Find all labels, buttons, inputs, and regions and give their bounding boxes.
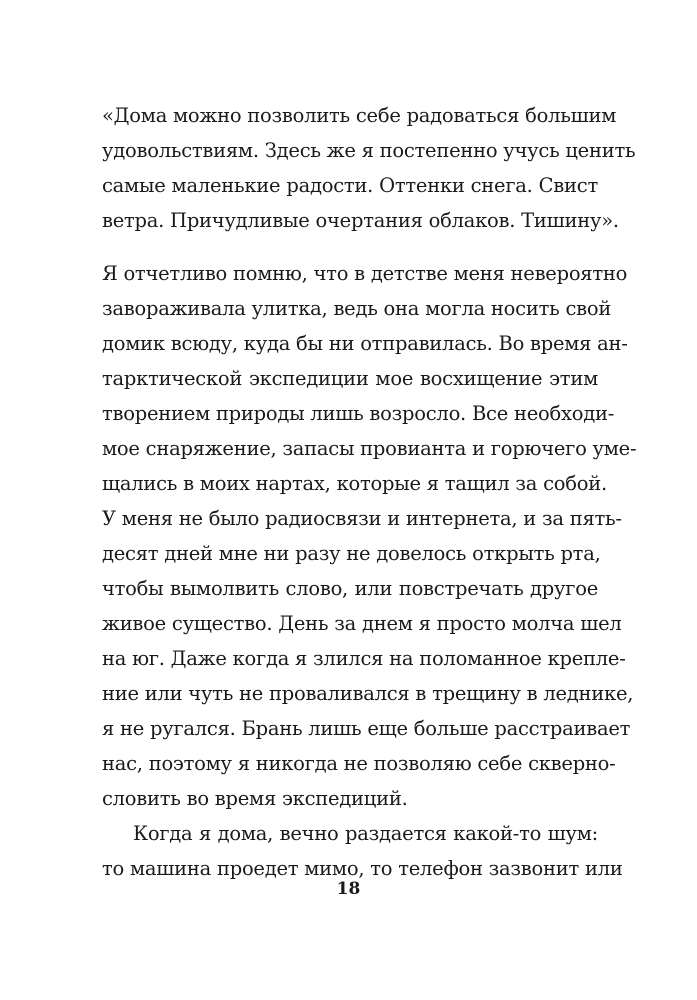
text-line: тарктической экспедиции мое восхищение этим bbox=[102, 367, 598, 390]
text-line: десят дней мне ни разу не довелось открыть рта, bbox=[102, 542, 601, 565]
text-line: словить во время экспедиций. bbox=[102, 787, 408, 810]
text-line: Когда я дома, вечно раздается какой-то шум: bbox=[133, 822, 598, 845]
text-line: творением природы лишь возросло. Все необходи- bbox=[102, 402, 615, 425]
text-line: щались в моих нартах, которые я тащил за собой. bbox=[102, 472, 607, 495]
page-number: 18 bbox=[336, 879, 361, 899]
text-line: ветра. Причудливые очертания облаков. Тишину». bbox=[102, 209, 619, 232]
text-line: ние или чуть не проваливался в трещину в леднике, bbox=[102, 682, 634, 705]
text-line: У меня не было радиосвязи и интернета, и за пять- bbox=[102, 507, 622, 530]
text-line: чтобы вымолвить слово, или повстречать другое bbox=[102, 577, 598, 600]
text-line: на юг. Даже когда я злился на поломанное крепле- bbox=[102, 647, 626, 670]
text-line: Я отчетливо помню, что в детстве меня невероятно bbox=[102, 262, 628, 285]
text-line: то машина проедет мимо, то телефон зазвонит или bbox=[102, 857, 623, 880]
text-line: самые маленькие радости. Оттенки снега. Свист bbox=[102, 174, 598, 197]
text-line: нас, поэтому я никогда не позволяю себе скверно- bbox=[102, 752, 616, 775]
text-line: домик всюду, куда бы ни отправилась. Во время ан- bbox=[102, 332, 628, 355]
text-line: «Дома можно позволить себе радоваться большим bbox=[102, 104, 617, 127]
text-line: мое снаряжение, запасы провианта и горючего уме- bbox=[102, 437, 637, 460]
text-line: живое существо. День за днем я просто молча шел bbox=[102, 612, 622, 635]
text-line: я не ругался. Брань лишь еще больше расстраивает bbox=[102, 717, 631, 740]
text-line: удовольствиям. Здесь же я постепенно учусь ценить bbox=[102, 139, 636, 162]
text-line: завораживала улитка, ведь она могла носить свой bbox=[102, 297, 612, 320]
